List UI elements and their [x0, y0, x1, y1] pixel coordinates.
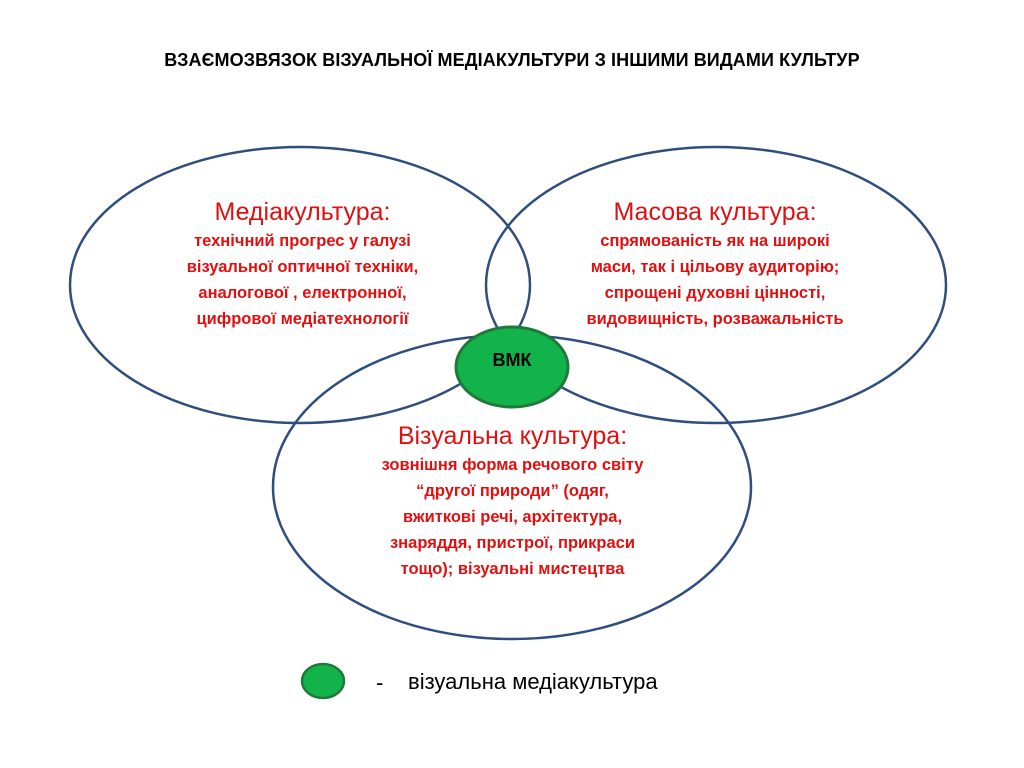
mass-culture-block: [540, 196, 890, 332]
media-culture-text: технічний прогрес у галузі візуальної оптичної техніки, аналогової , електронної, цифрової медіатехнології: [186, 232, 419, 328]
visual-culture-block: [330, 420, 695, 582]
visual-culture-heading: Візуальна культура:: [397, 422, 628, 450]
mass-culture-text: спрямованість як на широкі маси, так і цільову аудиторію; спрощені духовні цінності, видовищність, розважальність: [586, 232, 844, 328]
legend-label: візуальна медіакультура: [408, 669, 658, 694]
media-culture-block: [125, 196, 480, 332]
legend-green-circle: [302, 664, 344, 698]
slide-title: ВЗАЄМОЗВЯЗОК ВІЗУАЛЬНОЇ МЕДІАКУЛЬТУРИ З ІНШИМИ ВИДАМИ КУЛЬТУР: [164, 50, 860, 70]
visual-culture-text: зовнішня форма речового світу “другої природи” (одяг, вжиткові речі, архітектура, знаряддя, пристрої, прикраси тощо); візуальні мистецтва: [381, 456, 644, 578]
mass-culture-heading: Масова культура:: [613, 198, 817, 226]
legend-dash: -: [376, 670, 384, 695]
vmk-label: ВМК: [492, 350, 532, 370]
media-culture-heading: Медіакультура:: [214, 198, 391, 226]
